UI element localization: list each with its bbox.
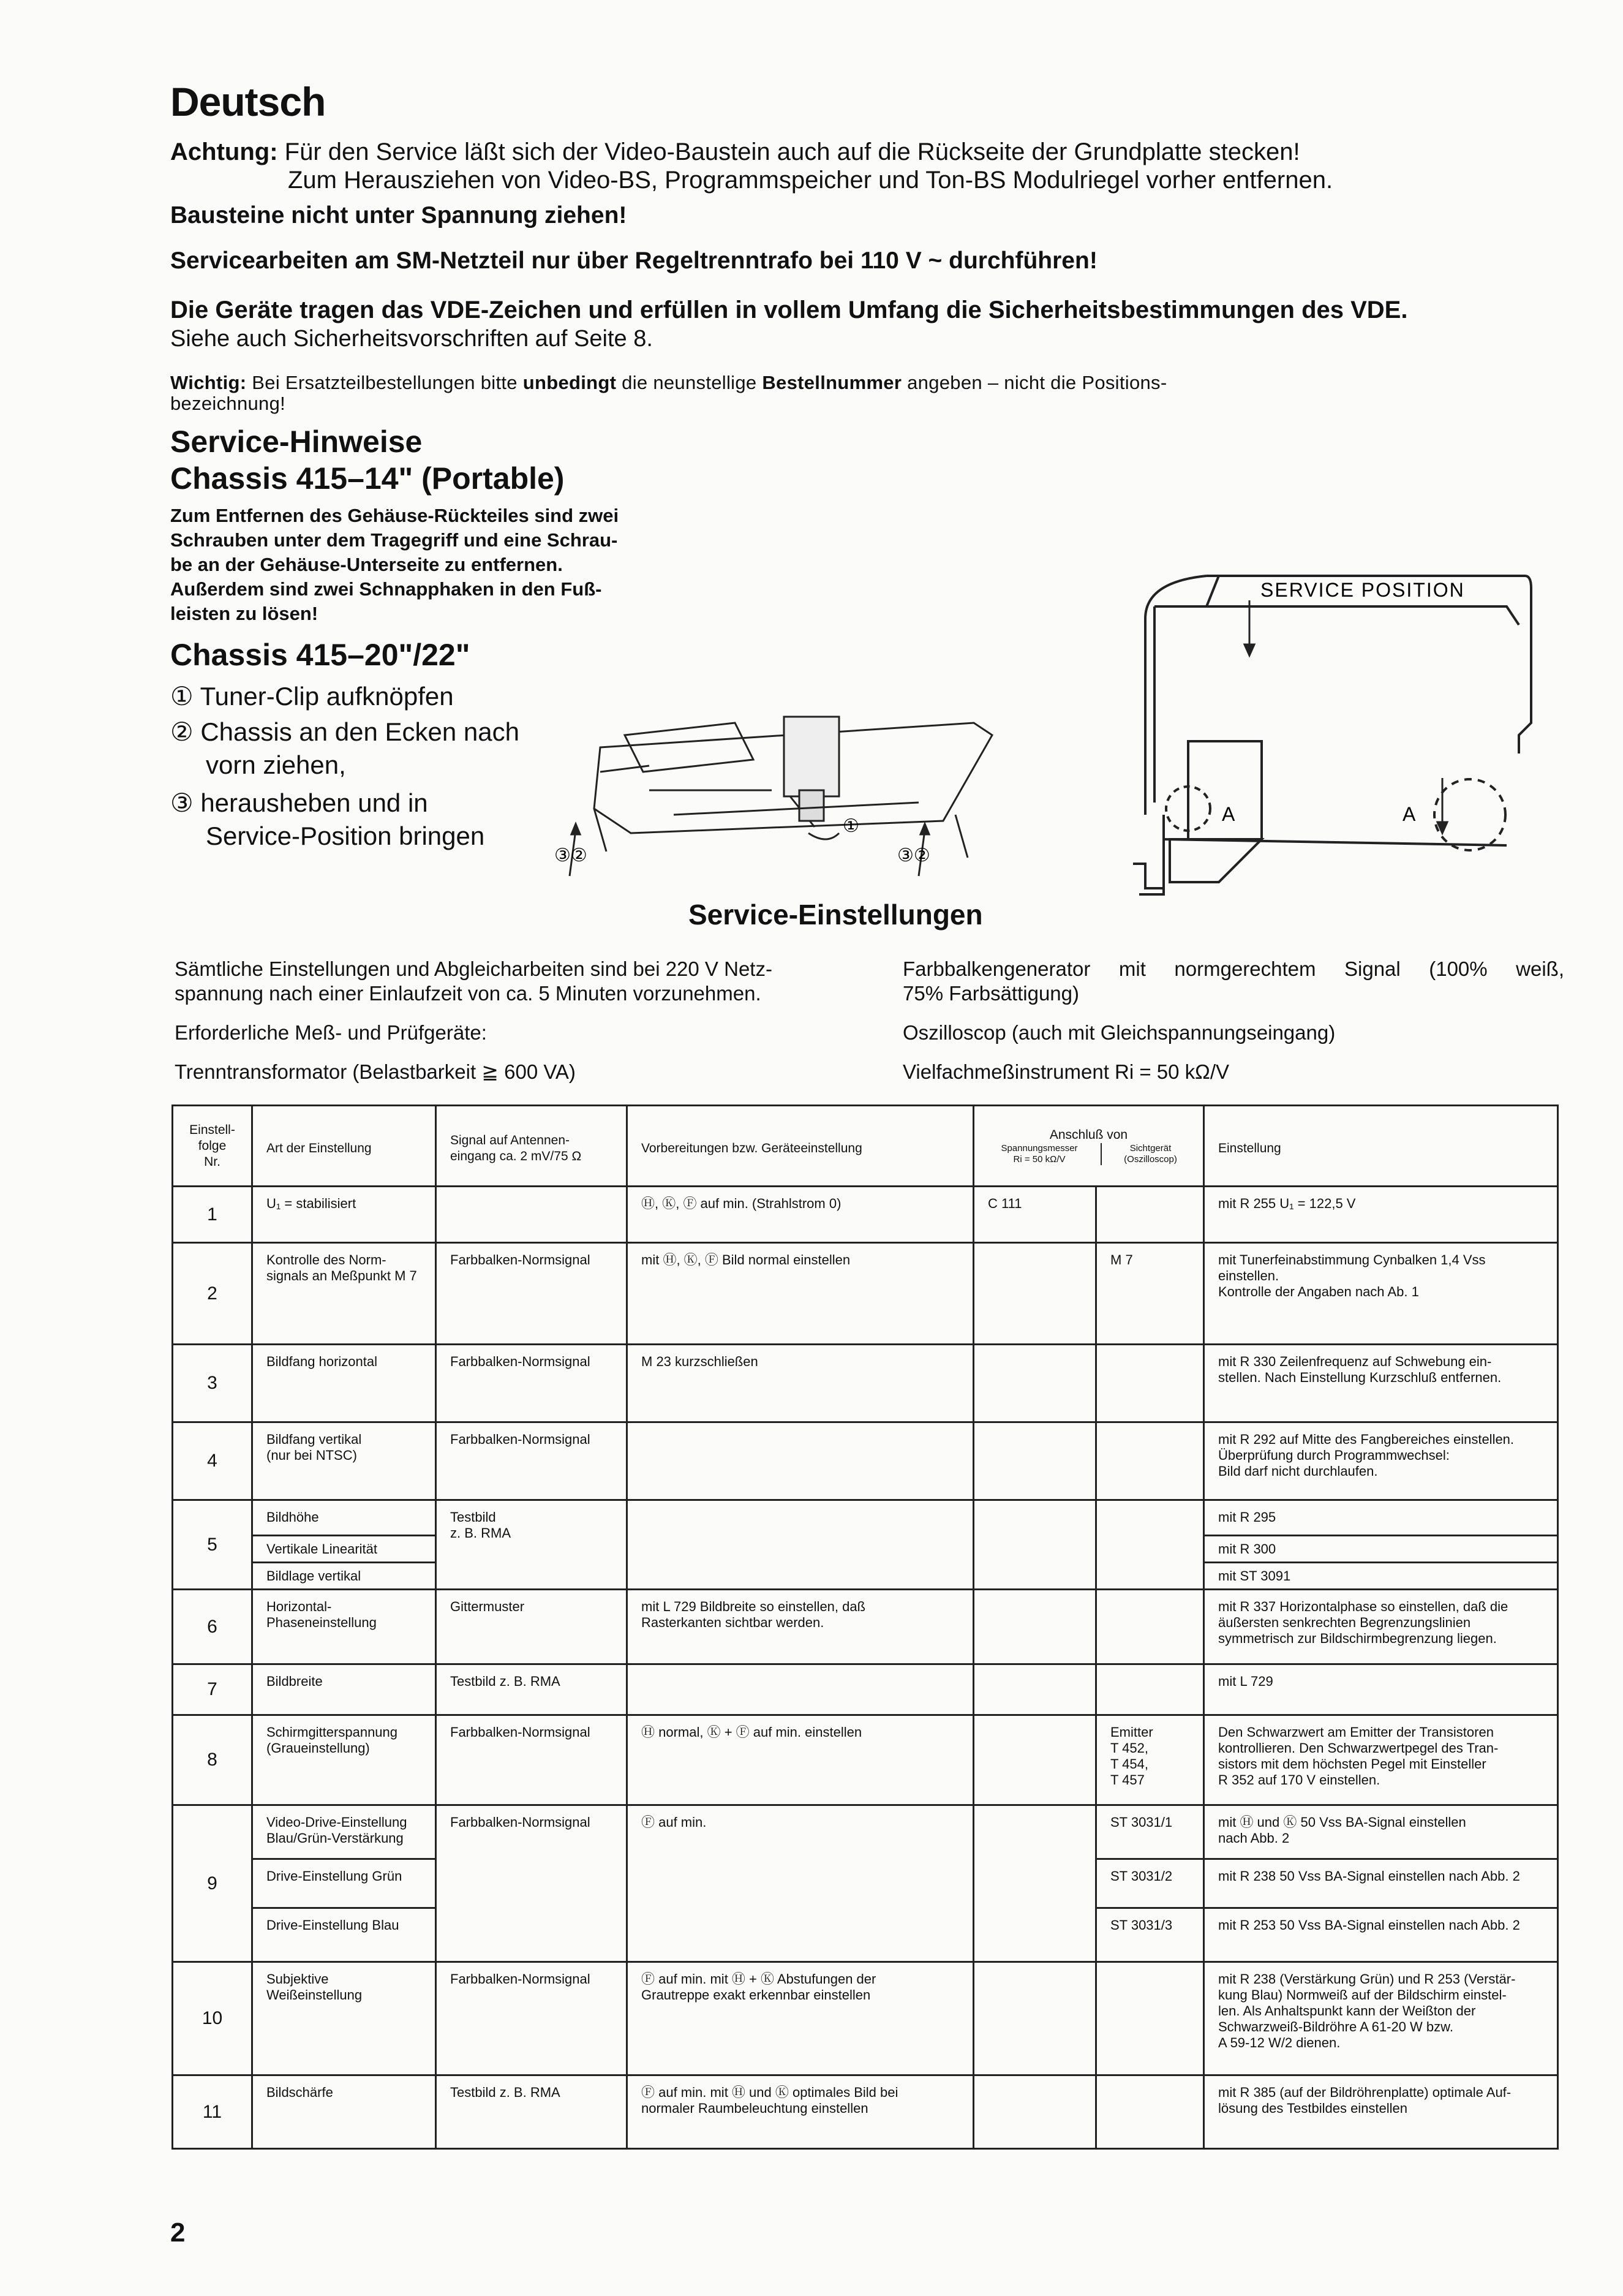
voltmeter-cell: C 111 — [974, 1187, 1096, 1243]
adjustment-cell: mit L 729 — [1204, 1664, 1558, 1715]
oscilloscope-cell: Emitter T 452, T 454, T 457 — [1096, 1715, 1204, 1805]
table-row — [173, 1345, 1558, 1422]
vde-reference: Siehe auch Sicherheitsvorschriften auf Seite 8. — [170, 326, 653, 352]
page-language-title: Deutsch — [170, 79, 326, 124]
instruction-line: be an der Gehäuse-Unterseite zu entfernen. — [170, 554, 563, 575]
point-a-right: A — [1403, 803, 1416, 825]
step-number-cell: 1 — [173, 1187, 252, 1243]
table-row — [173, 1422, 1558, 1500]
step-number-cell: 7 — [173, 1664, 252, 1715]
step-number-cell: 10 — [173, 1962, 252, 2075]
wichtig-note — [170, 372, 1554, 414]
adjustment-cell: mit R 300 — [1204, 1536, 1558, 1563]
step-text: herausheben und in — [200, 788, 428, 817]
step-text: Tuner-Clip aufknöpfen — [200, 682, 454, 711]
wichtig-line-2: bezeichnung! — [170, 393, 286, 414]
signal-cell — [436, 1187, 627, 1243]
oscilloscope-cell: ST 3031/3 — [1096, 1908, 1204, 1962]
setting-type-cell: Video-Drive-Einstellung Blau/Grün-Verstärkung — [252, 1805, 436, 1859]
oscilloscope-cell — [1096, 1345, 1204, 1422]
oscilloscope-cell — [1096, 1962, 1204, 2075]
setting-type-cell: Bildbreite — [252, 1664, 436, 1715]
wichtig-text-3: angeben – nicht die Positions- — [907, 372, 1167, 393]
settings-intro-line: Sämtliche Einstellungen und Abgleicharbeiten sind bei 220 V Netz- — [175, 957, 772, 980]
table-body — [173, 1187, 1558, 2149]
lift-indicator-right: ③② — [897, 845, 930, 866]
adjustment-cell: Den Schwarzwert am Emitter der Transistoren kontrollieren. Den Schwarzwertpegel des Tran- sistors mit dem höchsten Pegel mit Einsteller R 352 auf 170 V einstellen. — [1204, 1715, 1558, 1805]
chassis-portable-heading: Chassis 415–14" (Portable) — [170, 461, 565, 496]
table-row — [173, 1962, 1558, 2075]
preparation-cell — [627, 1664, 974, 1715]
service-settings-table — [171, 1105, 1559, 2150]
setting-type-cell: U₁ = stabilisiert — [252, 1187, 436, 1243]
voltmeter-cell — [974, 1805, 1096, 1962]
chassis-removal-illustration — [551, 698, 1004, 882]
signal-cell: Testbild z. B. RMA — [436, 1664, 627, 1715]
header-step-number: Einstell- folge Nr. — [173, 1106, 252, 1187]
adjustment-cell: mit Ⓗ und Ⓚ 50 Vss BA-Signal einstellen nach Abb. 2 — [1204, 1805, 1558, 1859]
service-position-diagram — [1127, 570, 1543, 913]
oscilloscope-cell — [1096, 1422, 1204, 1500]
signal-cell: Testbild z. B. RMA — [436, 1500, 627, 1590]
voltmeter-cell — [974, 1664, 1096, 1715]
service-hints-heading: Service-Hinweise — [170, 425, 423, 459]
chassis-removal-diagram — [551, 698, 1004, 882]
setting-type-cell: Horizontal- Phaseneinstellung — [252, 1590, 436, 1664]
table-row — [173, 2075, 1558, 2149]
table-row — [173, 1187, 1558, 1243]
table-row — [173, 1590, 1558, 1664]
wichtig-emphasis-2: Bestellnummer — [762, 372, 902, 393]
voltmeter-cell — [974, 1962, 1096, 2075]
header-setting-type: Art der Einstellung — [252, 1106, 436, 1187]
step-2-continued: vorn ziehen, — [206, 750, 346, 779]
adjustment-cell: mit ST 3091 — [1204, 1563, 1558, 1590]
chassis-large-steps — [170, 680, 562, 853]
preparation-cell: Ⓗ normal, Ⓚ + Ⓕ auf min. einstellen — [627, 1715, 974, 1805]
vde-notice: Die Geräte tragen das VDE-Zeichen und erfüllen in vollem Umfang die Sicherheitsbestimmungen des VDE. — [170, 296, 1408, 323]
oscilloscope-cell: M 7 — [1096, 1243, 1204, 1345]
signal-cell: Farbbalken-Normsignal — [436, 1962, 627, 2075]
equipment-item: Trenntransformator (Belastbarkeit ≧ 600 VA) — [175, 1060, 576, 1083]
warning-line-1 — [170, 138, 1300, 166]
voltmeter-cell — [974, 1590, 1096, 1664]
setting-type-cell: Kontrolle des Norm- signals an Meßpunkt M 7 — [252, 1243, 436, 1345]
clip-indicator: ① — [843, 816, 859, 836]
chassis-portable-instructions — [170, 504, 697, 626]
signal-cell: Testbild z. B. RMA — [436, 2075, 627, 2149]
step-number: ② — [170, 717, 194, 746]
service-position-illustration — [1127, 570, 1543, 913]
signal-cell: Gittermuster — [436, 1590, 627, 1664]
signal-cell: Farbbalken-Normsignal — [436, 1715, 627, 1805]
wichtig-emphasis-1: unbedingt — [522, 372, 617, 393]
oscilloscope-cell — [1096, 1664, 1204, 1715]
header-oscilloscope: Sichtgerät (Oszilloscop) — [1124, 1142, 1177, 1165]
table-row — [173, 1805, 1558, 1859]
voltmeter-cell — [974, 1715, 1096, 1805]
preparation-cell: mit L 729 Bildbreite so einstellen, daß Rasterkanten sichtbar werden. — [627, 1590, 974, 1664]
instruction-line: Außerdem sind zwei Schnapphaken in den Fuß- — [170, 578, 602, 600]
table-row — [173, 1664, 1558, 1715]
adjustment-cell: mit R 385 (auf der Bildröhrenplatte) optimale Auf- lösung des Testbildes einstellen — [1204, 2075, 1558, 2149]
wichtig-label: Wichtig: — [170, 372, 247, 393]
instruction-line: Zum Entfernen des Gehäuse-Rückteiles sind zwei — [170, 505, 619, 526]
adjustment-cell: mit R 253 50 Vss BA-Signal einstellen nach Abb. 2 — [1204, 1908, 1558, 1962]
signal-cell: Farbbalken-Normsignal — [436, 1243, 627, 1345]
setting-type-cell: Bildschärfe — [252, 2075, 436, 2149]
table-row — [173, 1715, 1558, 1805]
header-connection — [974, 1106, 1204, 1187]
settings-intro-left — [175, 957, 885, 1084]
oscilloscope-cell: ST 3031/1 — [1096, 1805, 1204, 1859]
equipment-item: Vielfachmeßinstrument Ri = 50 kΩ/V — [903, 1060, 1230, 1083]
warning-text-1: Für den Service läßt sich der Video-Baustein auch auf die Rückseite der Grundplatte stecken! — [284, 138, 1300, 165]
step-number-cell: 3 — [173, 1345, 252, 1422]
voltmeter-cell — [974, 1345, 1096, 1422]
wichtig-text-1: Bei Ersatzteilbestellungen bitte — [252, 372, 518, 393]
table-row — [173, 1500, 1558, 1536]
page-number: 2 — [170, 2218, 186, 2248]
adjustment-cell: mit R 238 (Verstärkung Grün) und R 253 (Verstär- kung Blau) Normweiß auf der Bildschirm einstel- len. Als Anhaltspunkt kann der Weißton der Schwarzweiß-Bildröhre A 61-20 W bzw. A 59-12 W/2 dienen. — [1204, 1962, 1558, 2075]
signal-cell: Farbbalken-Normsignal — [436, 1422, 627, 1500]
instruction-line: Schrauben unter dem Tragegriff und eine Schrau- — [170, 529, 618, 551]
adjustment-cell: mit R 255 U₁ = 122,5 V — [1204, 1187, 1558, 1243]
equipment-item: Oszilloscop (auch mit Gleichspannungseingang) — [903, 1021, 1336, 1044]
preparation-cell: Ⓕ auf min. — [627, 1805, 974, 1962]
equipment-heading: Erforderliche Meß- und Prüfgeräte: — [175, 1021, 487, 1044]
setting-type-cell: Bildlage vertikal — [252, 1563, 436, 1590]
preparation-cell: Ⓗ, Ⓚ, Ⓕ auf min. (Strahlstrom 0) — [627, 1187, 974, 1243]
oscilloscope-cell — [1096, 2075, 1204, 2149]
chassis-large-heading: Chassis 415–20"/22" — [170, 638, 470, 672]
preparation-cell: Ⓕ auf min. mit Ⓗ + Ⓚ Abstufungen der Grautreppe exakt erkennbar einstellen — [627, 1962, 974, 2075]
instruction-line: leisten zu lösen! — [170, 603, 318, 624]
adjustment-cell: mit R 330 Zeilenfrequenz auf Schwebung ein- stellen. Nach Einstellung Kurzschluß entfernen. — [1204, 1345, 1558, 1422]
step-2 — [170, 716, 562, 749]
step-number-cell: 4 — [173, 1422, 252, 1500]
oscilloscope-cell — [1096, 1500, 1204, 1590]
oscilloscope-cell: ST 3031/2 — [1096, 1859, 1204, 1908]
settings-intro-right — [903, 957, 1564, 1084]
step-number-cell: 5 — [173, 1500, 252, 1590]
step-3 — [170, 787, 562, 820]
equipment-item: 75% Farbsättigung) — [903, 982, 1079, 1005]
header-preparation: Vorbereitungen bzw. Geräteeinstellung — [627, 1106, 974, 1187]
header-connection-label: Anschluß von — [1049, 1127, 1128, 1142]
setting-type-cell: Drive-Einstellung Blau — [252, 1908, 436, 1962]
warning-line-3: Bausteine nicht unter Spannung ziehen! — [170, 202, 627, 228]
preparation-cell: Ⓕ auf min. mit Ⓗ und Ⓚ optimales Bild bei normaler Raumbeleuchtung einstellen — [627, 2075, 974, 2149]
setting-type-cell: Vertikale Linearität — [252, 1536, 436, 1563]
preparation-cell: mit Ⓗ, Ⓚ, Ⓕ Bild normal einstellen — [627, 1243, 974, 1345]
step-number-cell: 11 — [173, 2075, 252, 2149]
service-position-label: SERVICE POSITION — [1260, 579, 1465, 601]
lift-indicator-left: ③② — [554, 845, 587, 866]
equipment-item: Farbbalkengenerator mit normgerechtem Signal (100% weiß, — [903, 957, 1564, 980]
signal-cell: Farbbalken-Normsignal — [436, 1805, 627, 1962]
voltmeter-cell — [974, 1422, 1096, 1500]
step-number-cell: 6 — [173, 1590, 252, 1664]
service-settings-heading: Service-Einstellungen — [688, 899, 983, 931]
point-a-left: A — [1222, 803, 1235, 825]
preparation-cell — [627, 1500, 974, 1590]
setting-type-cell: Bildfang vertikal (nur bei NTSC) — [252, 1422, 436, 1500]
setting-type-cell: Bildhöhe — [252, 1500, 436, 1536]
adjustment-cell: mit R 295 — [1204, 1500, 1558, 1536]
adjustment-cell: mit R 238 50 Vss BA-Signal einstellen nach Abb. 2 — [1204, 1859, 1558, 1908]
setting-type-cell: Schirmgitterspannung (Graueinstellung) — [252, 1715, 436, 1805]
header-signal: Signal auf Antennen- eingang ca. 2 mV/75 Ω — [436, 1106, 627, 1187]
adjustment-cell: mit R 337 Horizontalphase so einstellen, daß die äußersten senkrechten Begrenzungslinien symmetrisch zur Bildschirmbegrenzung liegen. — [1204, 1590, 1558, 1664]
step-number-cell: 8 — [173, 1715, 252, 1805]
wichtig-text-2: die neunstellige — [622, 372, 757, 393]
step-text: Chassis an den Ecken nach — [200, 717, 519, 746]
table-row — [173, 1243, 1558, 1345]
signal-cell: Farbbalken-Normsignal — [436, 1345, 627, 1422]
oscilloscope-cell — [1096, 1590, 1204, 1664]
oscilloscope-cell — [1096, 1187, 1204, 1243]
netzteil-notice: Servicearbeiten am SM-Netzteil nur über Regeltrenntrafo bei 110 V ~ durchführen! — [170, 247, 1098, 274]
voltmeter-cell — [974, 1243, 1096, 1345]
step-3-continued: Service-Position bringen — [206, 821, 485, 850]
adjustment-cell: mit Tunerfeinabstimmung Cynbalken 1,4 Vss einstellen. Kontrolle der Angaben nach Ab. 1 — [1204, 1243, 1558, 1345]
step-number: ③ — [170, 788, 194, 817]
step-number: ① — [170, 682, 194, 711]
header-adjustment: Einstellung — [1204, 1106, 1558, 1187]
header-voltmeter: Spannungsmesser Ri = 50 kΩ/V — [978, 1143, 1102, 1165]
voltmeter-cell — [974, 1500, 1096, 1590]
step-number-cell: 9 — [173, 1805, 252, 1962]
settings-intro-line: spannung nach einer Einlaufzeit von ca. 5 Minuten vorzunehmen. — [175, 982, 761, 1005]
table-header — [173, 1106, 1558, 1187]
preparation-cell: M 23 kurzschließen — [627, 1345, 974, 1422]
voltmeter-cell — [974, 2075, 1096, 2149]
step-number-cell: 2 — [173, 1243, 252, 1345]
setting-type-cell: Bildfang horizontal — [252, 1345, 436, 1422]
warning-label: Achtung: — [170, 138, 278, 165]
warning-line-2: Zum Herausziehen von Video-BS, Programmspeicher und Ton-BS Modulriegel vorher entfernen. — [288, 167, 1333, 194]
step-1 — [170, 680, 562, 713]
adjustment-cell: mit R 292 auf Mitte des Fangbereiches einstellen. Überprüfung durch Programmwechsel: Bild darf nicht durchlaufen. — [1204, 1422, 1558, 1500]
setting-type-cell: Subjektive Weißeinstellung — [252, 1962, 436, 2075]
preparation-cell — [627, 1422, 974, 1500]
setting-type-cell: Drive-Einstellung Grün — [252, 1859, 436, 1908]
